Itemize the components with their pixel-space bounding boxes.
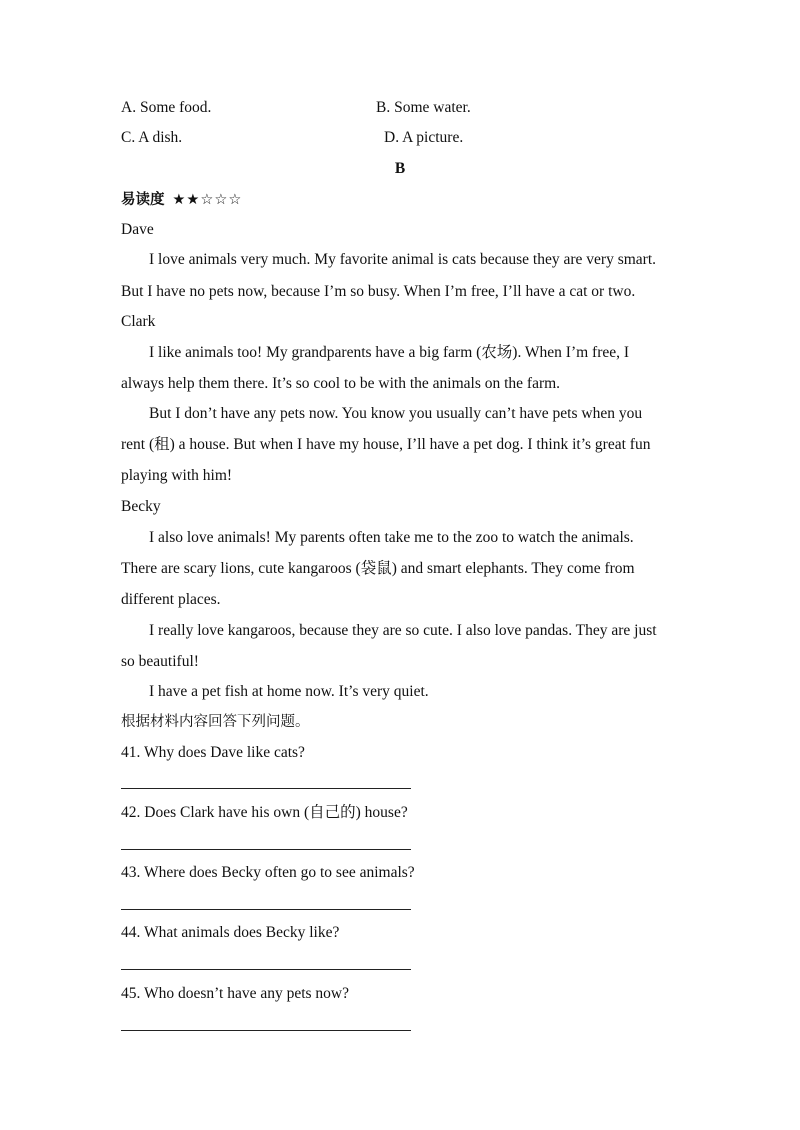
paragraph-line: But I don’t have any pets now. You know you usually can’t have pets when you (149, 405, 643, 422)
paragraph-line: so beautiful! (121, 653, 199, 670)
option-a: A. Some food. (121, 99, 212, 116)
difficulty-label: 易读度 (121, 192, 165, 208)
question-44: 44. What animals does Becky like? (121, 924, 340, 941)
question-45: 45. Who doesn’t have any pets now? (121, 985, 350, 1002)
question-41: 41. Why does Dave like cats? (121, 744, 305, 761)
speaker-dave: Dave (121, 221, 154, 238)
option-c: C. A dish. (121, 129, 183, 146)
answer-blank-45[interactable] (121, 1030, 411, 1031)
option-row-2 (121, 128, 679, 148)
paragraph-line: I also love animals! My parents often take me to the zoo to watch the animals. (149, 529, 634, 546)
paragraph-line: There are scary lions, cute kangaroos (袋鼠) and smart elephants. They come from (121, 560, 635, 577)
paragraph-line: rent (租) a house. But when I have my house, I’ll have a pet dog. I think it’s great fun (121, 436, 651, 453)
answer-blank-44[interactable] (121, 969, 411, 970)
difficulty-stars: ★★☆☆☆ (172, 192, 243, 208)
paragraph-line: always help them there. It’s so cool to be with the animals on the farm. (121, 375, 561, 392)
paragraph-line: I like animals too! My grandparents have a big farm (农场). When I’m free, I (149, 344, 630, 361)
section-letter: B (394, 160, 406, 177)
question-42: 42. Does Clark have his own (自己的) house? (121, 804, 408, 821)
instruction: 根据材料内容回答下列问题。 (121, 714, 310, 730)
answer-blank-43[interactable] (121, 909, 411, 910)
answer-blank-42[interactable] (121, 849, 411, 850)
paragraph-line: different places. (121, 591, 221, 608)
speaker-clark: Clark (121, 313, 156, 330)
option-b: B. Some water. (376, 99, 471, 116)
option-d: D. A picture. (384, 129, 464, 146)
paragraph-line: I really love kangaroos, because they are so cute. I also love pandas. They are just (149, 622, 657, 639)
paragraph-line: I have a pet fish at home now. It’s very quiet. (149, 683, 429, 700)
question-43: 43. Where does Becky often go to see animals? (121, 864, 415, 881)
paragraph-line: But I have no pets now, because I’m so busy. When I’m free, I’ll have a cat or two. (121, 283, 636, 300)
answer-blank-41[interactable] (121, 788, 411, 789)
option-row-1 (121, 98, 679, 118)
paragraph-line: I love animals very much. My favorite animal is cats because they are very smart. (149, 251, 657, 268)
speaker-becky: Becky (121, 498, 161, 515)
paragraph-line: playing with him! (121, 467, 233, 484)
difficulty-rating (121, 190, 679, 210)
